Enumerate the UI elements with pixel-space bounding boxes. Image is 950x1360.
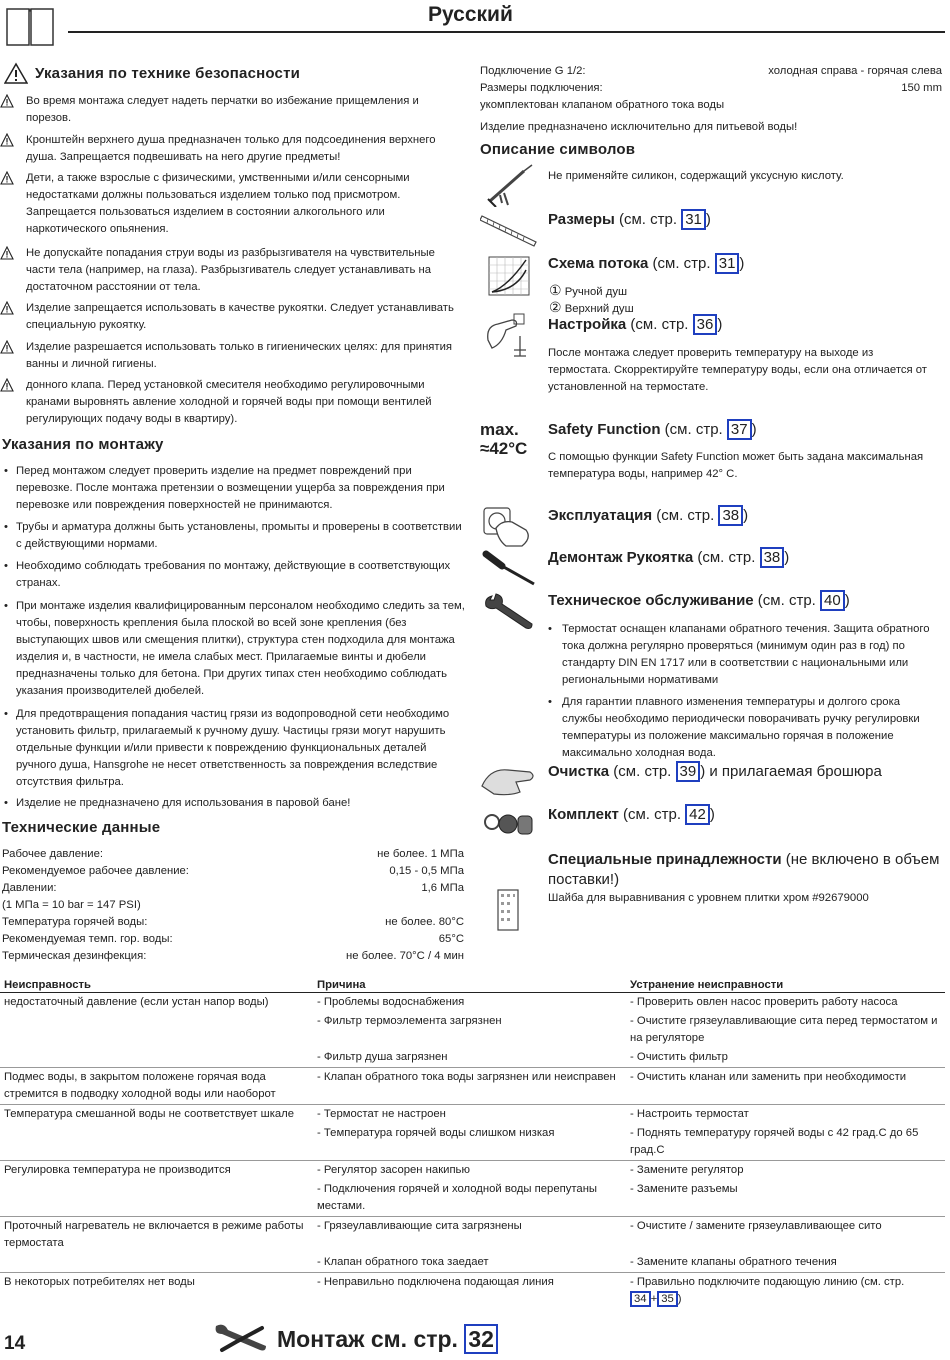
cause-cell: - Температура горячей воды слишком низкая — [313, 1124, 626, 1161]
bullet: • — [4, 708, 8, 720]
fix-text: - Очистить кланан или заменить при необходимости — [630, 1071, 907, 1083]
flow-item-1: ① Ручной душ — [549, 282, 628, 298]
fix-cell — [626, 1105, 945, 1125]
tech-row — [2, 880, 464, 897]
tech-label: Рекомендуемое рабочее давление: — [2, 865, 189, 877]
fix-text: - Замените клапаны обратного течения — [630, 1256, 837, 1268]
fix-text: - Очистить фильтр — [630, 1051, 728, 1063]
install-item-text: Трубы и арматура должны быть установлены, промыты и проверены в соответствии с действующими нормами. — [16, 521, 462, 550]
cause-cell: - Грязеулавливающие сита загрязнены — [317, 1220, 522, 1232]
safety-item-text: Кронштейн верхнего душа предназначен только для подсоединения верхнего душа. Запрещается подвешивать на него другие предметы! — [26, 134, 436, 163]
problem-cell: Проточный нагреватель не включается в режиме работы термостата — [4, 1220, 304, 1249]
problem-cell: недостаточный давление (если устан напор воды) — [4, 996, 269, 1008]
max-temp-icon — [480, 420, 527, 458]
adjust-text: После монтажа следует проверить температуру на выходе из термостата. Скорректируйте температуру воды, если она отличается от установленной на термостате. — [548, 347, 927, 393]
fix-text: - Очистите / замените грязеулавливающее сито — [630, 1220, 882, 1232]
tech-label: Термическая дезинфекция: — [2, 950, 147, 962]
tech-label: Рабочее давление: — [2, 848, 103, 860]
tech-value: не более. 70°C / 4 мин — [346, 950, 464, 962]
safety-item — [0, 170, 465, 238]
cleaning-heading: Очистка (см. стр. 39 ) и прилагаемая брошюра — [548, 763, 882, 780]
dimensions-heading: Размеры (см. стр. 31 ) — [548, 211, 711, 228]
header-cause: Причина — [313, 978, 626, 993]
table-row — [0, 1180, 945, 1217]
flow-item-2: ② Верхний душ — [549, 299, 634, 315]
bullet: • — [4, 797, 8, 809]
problem-cell — [0, 1012, 313, 1048]
tech-label: Температура горячей воды: — [2, 916, 148, 928]
connection-row — [480, 63, 942, 80]
accessories-heading: Специальные принадлежности (не включено в объем поставки!) — [548, 851, 940, 888]
dismantle-heading: Демонтаж Рукоятка (см. стр. 38 ) — [548, 549, 790, 566]
adjustment-icon — [484, 312, 534, 358]
tools-icon — [212, 1320, 270, 1356]
safety-item-text: Изделие разрешается использовать только в гигиенических целях: для принятия ванны и личной гигиены. — [26, 341, 453, 370]
flow-page-link[interactable]: 31 — [715, 253, 740, 274]
fix-text: - Правильно подключите подающую линию (см. стр. — [630, 1276, 905, 1288]
header-fix: Устранение неисправности — [626, 978, 945, 993]
cleaning-hand-icon — [480, 762, 538, 798]
header-problem: Неисправность — [0, 978, 313, 993]
problem-cell — [0, 1124, 313, 1161]
warning-icon — [0, 340, 14, 354]
table-row — [0, 1012, 945, 1048]
connection-label: Подключение G 1/2: — [480, 65, 586, 77]
install-item — [0, 558, 465, 592]
warning-icon — [4, 62, 28, 84]
tech-data-table — [2, 846, 464, 965]
problem-cell: В некоторых потребителях нет воды — [4, 1276, 195, 1288]
tech-row — [2, 863, 464, 880]
tech-row — [2, 914, 464, 931]
safety-item-text: донного клапа. Перед установкой смесителя необходимо регулировочными кранами выровнять авление холодной и горячей воды при помощи вентилей регулирующих подачу воды в квартиру). — [26, 379, 432, 425]
safety-item — [0, 93, 465, 127]
tech-label: Рекомендуемая темп. гор. воды: — [2, 933, 173, 945]
tech-value: не более. 80°C — [385, 916, 464, 928]
safety-function-text: С помощью функции Safety Function может быть задана максимальная температура воды, например 42° C. — [548, 451, 924, 480]
install-item — [0, 706, 465, 791]
safety-function-heading: Safety Function (см. стр. 37 ) — [548, 421, 757, 438]
kit-page-link[interactable]: 42 — [685, 804, 710, 825]
fix-separator: + — [650, 1293, 658, 1305]
problem-cell — [0, 1253, 313, 1273]
kit-parts-icon — [482, 804, 536, 844]
warning-icon — [0, 94, 14, 108]
install-item-text: При монтаже изделия квалифицированным персоналом необходимо следить за тем, чтобы, поверхность крепления была плоской во всей зоне крепления (без выступающих швов или смещения плитки), структура стен подходила для монтажа изделия и, в частности, не имела слабых мест. Прилагаемые винты и дюбели предназначены только для бетона. При других типах стен необходимо соблюдать указания производителей дюбелей. — [16, 600, 465, 697]
problem-cell — [0, 1048, 313, 1068]
cause-cell: - Термостат не настроен — [317, 1108, 446, 1120]
tile-plate-icon — [496, 888, 520, 932]
table-row — [0, 1161, 945, 1181]
fix-cell — [626, 1048, 945, 1068]
install-item-text: Необходимо соблюдать требования по монтажу, действующие в соответствующих странах. — [16, 560, 451, 589]
fix-text: - Очистите грязеулавливающие сита перед термостатом и на регуляторе — [630, 1015, 938, 1044]
safety-item — [0, 132, 465, 166]
tech-value: 1,6 МПа — [421, 882, 464, 894]
bullet: • — [4, 521, 8, 533]
safety-item — [0, 245, 465, 296]
cause-cell: - Клапан обратного тока воды загрязнен или неисправен — [313, 1068, 626, 1105]
montage-page-link[interactable]: 32 — [464, 1324, 498, 1354]
warning-icon — [0, 301, 14, 315]
fix-page-link[interactable]: 35 — [657, 1291, 678, 1307]
problem-cell: Подмес воды, в закрытом положене горячая вода стремится в подводку холодной воды или наоборот — [0, 1068, 313, 1105]
tech-title: Технические данные — [2, 819, 161, 836]
table-row — [0, 993, 945, 1013]
table-row — [0, 1273, 945, 1310]
accessories-text: Шайба для выравнивания с уровнем плитки хром #92679000 — [548, 892, 869, 904]
cause-cell: - Фильтр душа загрязнен — [313, 1048, 626, 1068]
connection-note: укомплектован клапаном обратного тока воды — [480, 99, 725, 111]
tech-label: Давлении: — [2, 882, 57, 894]
operation-heading: Эксплуатация (см. стр. 38 ) — [548, 507, 749, 524]
fix-text: - Замените регулятор — [630, 1164, 744, 1176]
cause-cell: - Регулятор засорен накипью — [317, 1164, 470, 1176]
safety-item-text: Не допускайте попадания струи воды из разбрызгивателя на чувствительные части тела (например, на глаза). Разбрызгиватель следует устанавливать на достаточном расстоянии от тела. — [26, 247, 435, 293]
warning-icon — [0, 378, 14, 392]
bullet: • — [4, 560, 8, 572]
table-row — [0, 1068, 945, 1105]
connection-data — [480, 63, 942, 97]
fix-cell — [626, 1217, 945, 1254]
install-item-text: Для предотвращения попадания частиц грязи из водопроводной сети необходимо установить фильтр, прилагаемый к ручному душу. Частицы грязи могут нарушить отдельные функции и/или привести к повреждению функциональных деталей ручного душа, Hansgrohe не несет ответственность за повреждения вследствие отсутствия фильтра. — [16, 708, 450, 788]
fix-cell — [626, 993, 945, 1013]
cause-cell: - Неправильно подключена подающая линия — [317, 1276, 554, 1288]
maintenance-item-1: • Термостат оснащен клапанами обратного течения. Защита обратного тока должна регулярно проверяться (минимум один раз в год) по стандарту DIN EN 1717 или в соответствии с национальными или региональными нормативами — [548, 623, 930, 686]
ruler-icon — [480, 212, 538, 248]
safety-item-text: Во время монтажа следует надеть перчатки во избежание прищемления и порезов. — [26, 95, 419, 124]
page-language-title: Русский — [428, 3, 513, 26]
montage-reference: Монтаж см. стр. 32 — [277, 1326, 498, 1353]
adjust-heading: Настройка (см. стр. 36 ) — [548, 316, 723, 333]
table-row — [0, 1105, 945, 1125]
connection-row — [480, 80, 942, 97]
problem-cell: Температура смешанной воды не соответствует шкале — [4, 1108, 295, 1120]
safety-title: Указания по технике безопасности — [35, 65, 301, 82]
cleaning-page-link[interactable]: 39 — [676, 761, 701, 782]
page-number: 14 — [4, 1333, 26, 1354]
max-temp-icon-line1: max. — [480, 420, 519, 439]
safety-item-text: Изделие запрещается использовать в качестве рукоятки. Следует устанавливать специальную рукоятку. — [26, 302, 454, 331]
book-icon — [5, 5, 55, 47]
fix-post: ) — [677, 1293, 682, 1305]
table-row — [0, 1253, 945, 1273]
safety-item — [0, 300, 465, 334]
fix-text: - Замените разъемы — [630, 1183, 738, 1195]
safety-item-text: Дети, а также взрослые с физическими, умственными и/или сенсорными недостатками должны пользоваться изделием только под присмотром. Запрещается пользоваться изделием в состоянии алкогольного или наркотического опьянения. — [26, 172, 410, 235]
max-temp-icon-line2: ≈42°C — [480, 439, 528, 458]
dismantle-page-link[interactable]: 38 — [760, 547, 785, 568]
table-row — [0, 1217, 945, 1254]
fix-cell — [626, 1012, 945, 1048]
fix-text: - Поднять температуру горячей воды с 42 град.С до 65 град.С — [630, 1127, 919, 1156]
safety-item — [0, 377, 465, 428]
header-rule — [68, 31, 945, 33]
dimensions-page-link[interactable]: 31 — [681, 209, 706, 230]
warning-icon — [0, 133, 14, 147]
tech-value: 65°C — [438, 933, 464, 945]
cause-cell: - Фильтр термоэлемента загрязнен — [317, 1015, 502, 1027]
fix-text: - Настроить термостат — [630, 1108, 749, 1120]
install-title: Указания по монтажу — [2, 436, 164, 453]
flow-diagram-icon — [488, 256, 530, 296]
tech-label: (1 МПа = 10 bar = 147 PSI) — [2, 899, 141, 911]
drinking-water-note: Изделие предназначено исключительно для питьевой воды! — [480, 121, 798, 133]
fix-cell — [626, 1068, 945, 1105]
maintenance-heading: Техническое обслуживание (см. стр. 40 ) — [548, 592, 850, 609]
problem-cell: Регулировка температура не производится — [4, 1164, 231, 1176]
bullet: • — [4, 465, 8, 477]
maintenance-item-2: • Для гарантии плавного изменения температуры и долгого срока службы необходимо периодически поворачивать ручку регулировки температуры из положение максимально горячая в положение максимально холодная вода. — [548, 696, 920, 759]
bullet: • — [4, 600, 8, 612]
wrench-icon — [482, 592, 536, 632]
cause-cell: - Подключения горячей и холодной воды перепутаны местами. — [313, 1180, 626, 1217]
tech-row — [2, 931, 464, 948]
tech-row — [2, 846, 464, 863]
symbols-title: Описание символов — [480, 141, 636, 158]
cause-cell: - Проблемы водоснабжения — [317, 996, 465, 1008]
fix-cell — [626, 1124, 945, 1161]
warning-icon — [0, 171, 14, 185]
install-item — [0, 463, 465, 514]
install-item-text: Изделие не предназначено для использования в паровой бане! — [16, 797, 351, 809]
tech-row — [2, 948, 464, 965]
fix-cell — [626, 1253, 945, 1273]
table-header-row — [0, 978, 945, 993]
maintenance-page-link[interactable]: 40 — [820, 590, 845, 611]
install-item — [0, 598, 465, 700]
screwdriver-icon — [482, 548, 538, 588]
table-row — [0, 1048, 945, 1068]
connection-value: холодная справа - горячая слева — [768, 65, 942, 77]
adjust-page-link[interactable]: 36 — [693, 314, 718, 335]
fix-text: - Проверить овлен насос проверить работу насоса — [630, 996, 898, 1008]
silicone-warning-text: Не применяйте силикон, содержащий уксусную кислоту. — [548, 170, 844, 182]
operation-page-link[interactable]: 38 — [718, 505, 743, 526]
connection-value: 150 mm — [901, 82, 942, 94]
troubleshooting-table — [0, 978, 945, 1309]
tech-value: 0,15 - 0,5 МПа — [389, 865, 464, 877]
warning-icon — [0, 246, 14, 260]
safety-function-page-link[interactable]: 37 — [727, 419, 752, 440]
hand-operation-icon — [482, 506, 534, 550]
table-row — [0, 1124, 945, 1161]
fix-page-link[interactable]: 34 — [630, 1291, 651, 1307]
fix-cell — [626, 1180, 945, 1217]
flow-heading: Схема потока (см. стр. 31 ) — [548, 255, 745, 272]
connection-label: Размеры подключения: — [480, 82, 603, 94]
silicone-gun-icon — [484, 163, 536, 207]
tech-row — [2, 897, 464, 914]
fix-cell — [626, 1273, 945, 1310]
problem-cell — [0, 1180, 313, 1217]
install-item — [0, 795, 465, 812]
install-item — [0, 519, 465, 553]
tech-value: не более. 1 МПа — [377, 848, 464, 860]
kit-heading: Комплект (см. стр. 42 ) — [548, 806, 715, 823]
install-item-text: Перед монтажом следует проверить изделие на предмет повреждений при перевозке. После монтажа претензии о возмещении ущерба за повреждения при перевозке или повреждения поверхностей не принимаются. — [16, 465, 445, 511]
cause-cell: - Клапан обратного тока заедает — [313, 1253, 626, 1273]
safety-item — [0, 339, 465, 373]
fix-cell — [626, 1161, 945, 1181]
